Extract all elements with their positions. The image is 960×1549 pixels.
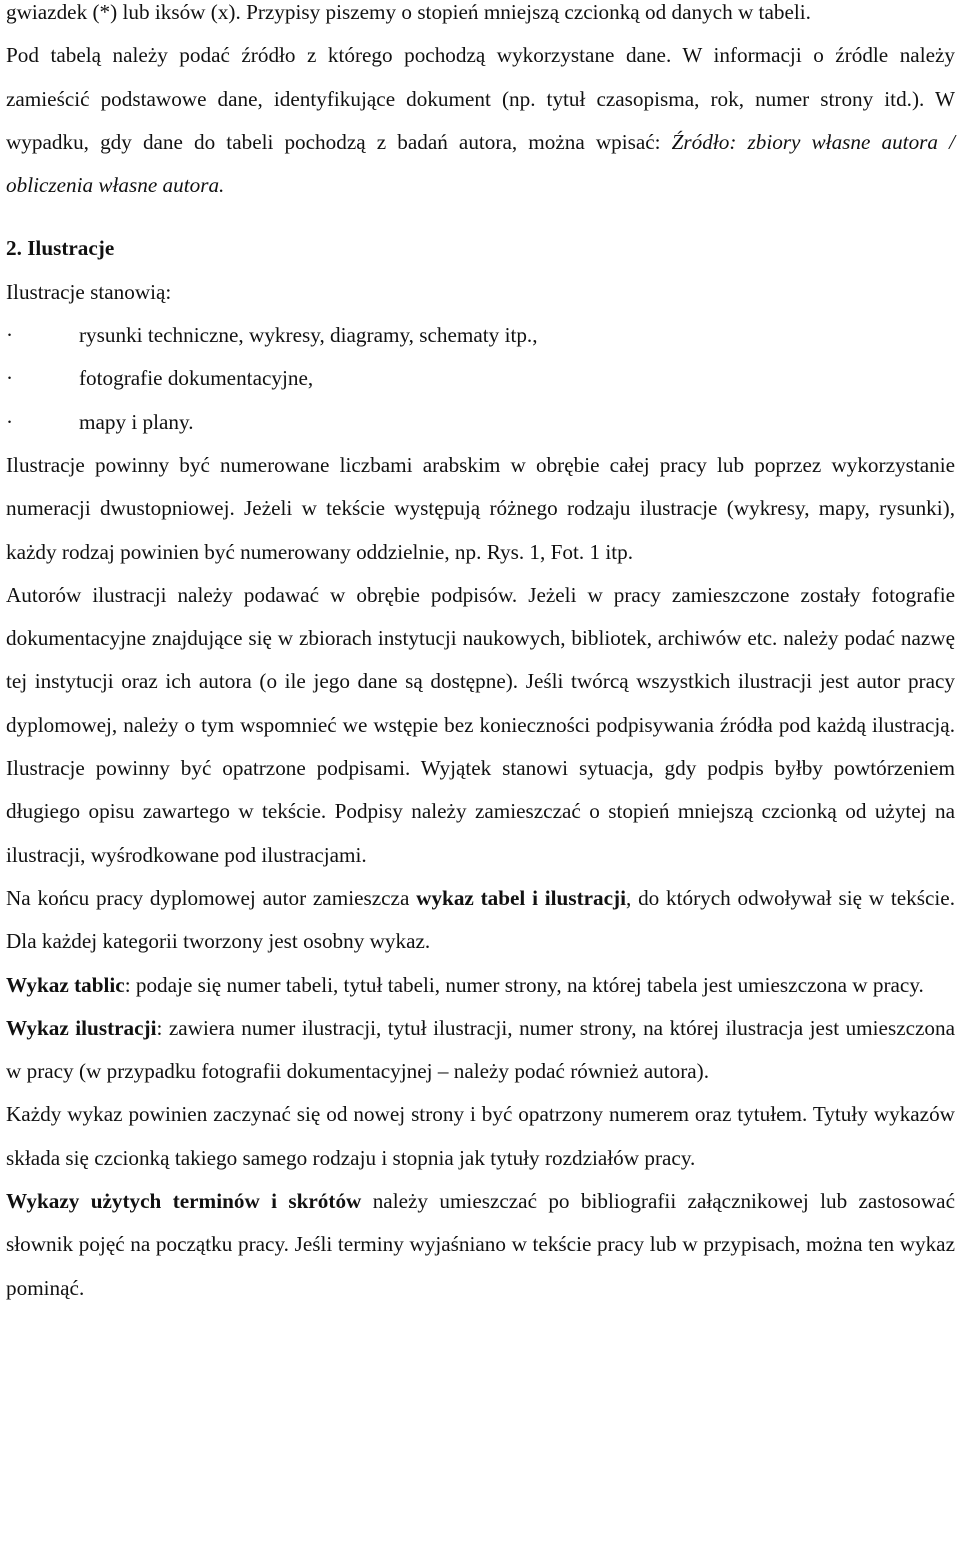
- paragraph-footnotes: gwiazdek (*) lub iksów (x). Przypisy piszemy o stopień mniejszą czcionką od danych w tabeli.: [6, 0, 811, 24]
- paragraph-terms: [6, 1180, 955, 1310]
- bullet-icon: ·: [6, 323, 14, 348]
- terms-bold-term: Wykazy użytych terminów i skrótów: [6, 1189, 362, 1214]
- paragraph-source-info: [6, 34, 955, 207]
- list-item-text: mapy i plany.: [79, 409, 194, 434]
- list-item: [6, 314, 955, 357]
- section-heading: 2. Ilustracje: [6, 236, 115, 261]
- table-list-bold-term: Wykaz tablic: [6, 972, 125, 997]
- list-item-text: fotografie dokumentacyjne,: [79, 366, 314, 391]
- section-spacer: [6, 207, 955, 227]
- illustration-list-text: : zawiera numer ilustracji, tytuł ilustracji, numer strony, na której ilustracja jest umieszczona w pracy (w przypadku fotografii dokumentacyjnej – należy podać również autora).: [6, 1015, 955, 1084]
- paragraph-illustration-list: [6, 1007, 955, 1094]
- paragraph-each-list: Każdy wykaz powinien zaczynać się od nowej strony i być opatrzony numerem oraz tytułem. Tytuły wykazów składa się czcionką takiego samego rodzaju i stopnia jak tytuły rozdziałów pracy.: [6, 1102, 955, 1170]
- list-item-text: rysunki techniczne, wykresy, diagramy, schematy itp.,: [79, 323, 538, 348]
- illustrations-list: [6, 314, 955, 444]
- paragraph-table-list: [6, 964, 955, 1007]
- table-list-text: : podaje się numer tabeli, tytuł tabeli, numer strony, na której tabela jest umieszczona w pracy.: [124, 972, 924, 997]
- source-example-italic: Źródło: zbiory własne autora / obliczenia własne autora.: [6, 129, 955, 198]
- paragraph-numbering: Ilustracje powinny być numerowane liczbami arabskim w obrębie całej pracy lub poprzez wykorzystanie numeracji dwustopniowej. Jeżeli w tekście występują różnego rodzaju ilustracje (wykresy, mapy, rysunki), każdy rodzaj powinien być numerowany oddzielnie, np. Rys. 1, Fot. 1 itp.: [6, 452, 955, 564]
- list-item: [6, 401, 955, 444]
- bullet-icon: ·: [6, 409, 14, 434]
- bullet-icon: ·: [6, 366, 14, 391]
- terms-text: należy umieszczać po bibliografii załącznikowej lub zastosować słownik pojęć na początku pracy. Jeśli terminy wyjaśniano w tekście pracy lub w przypisach, można ten wykaz pominąć.: [6, 1189, 955, 1300]
- illustrations-intro: Ilustracje stanowią:: [6, 279, 172, 304]
- paragraph-authors: Autorów ilustracji należy podawać w obrębie podpisów. Jeżeli w pracy zamieszczone zostały fotografie dokumentacyjne znajdujące się w zbiorach instytucji naukowych, bibliotek, archiwów etc. należy podać nazwę tej instytucji oraz ich autora (o ile jego dane są dostępne). Jeśli twórcą wszystkich ilustracji jest autor pracy dyplomowej, należy o tym wspomnieć we wstępie bez konieczności podpisywania źródła pod każdą ilustracją. Ilustracje powinny być opatrzone podpisami. Wyjątek stanowi sytuacja, gdy podpis byłby powtórzeniem długiego opisu zawartego w tekście. Podpisy należy zamieszczać o stopień mniejszą czcionką od użytej na ilustracji, wyśrodkowane pod ilustracjami.: [6, 582, 955, 867]
- list-item: [6, 357, 955, 400]
- paragraph-lists: [6, 877, 955, 964]
- source-info-text: Pod tabelą należy podać źródło z którego pochodzą wykorzystane dane. W informacji o źródle należy zamieścić podstawowe dane, identyfikujące dokument (np. tytuł czasopisma, rok, numer strony itd.). W wypadku, gdy dane do tabeli pochodzą z badań autora, można wpisać:: [6, 43, 955, 154]
- lists-text-after: , do których odwoływał się w tekście. Dla każdej kategorii tworzony jest osobny wykaz.: [6, 885, 955, 954]
- illustration-list-bold-term: Wykaz ilustracji: [6, 1015, 157, 1040]
- lists-text-before: Na końcu pracy dyplomowej autor zamieszcza: [6, 885, 417, 910]
- lists-bold-term: wykaz tabel i ilustracji: [416, 885, 626, 910]
